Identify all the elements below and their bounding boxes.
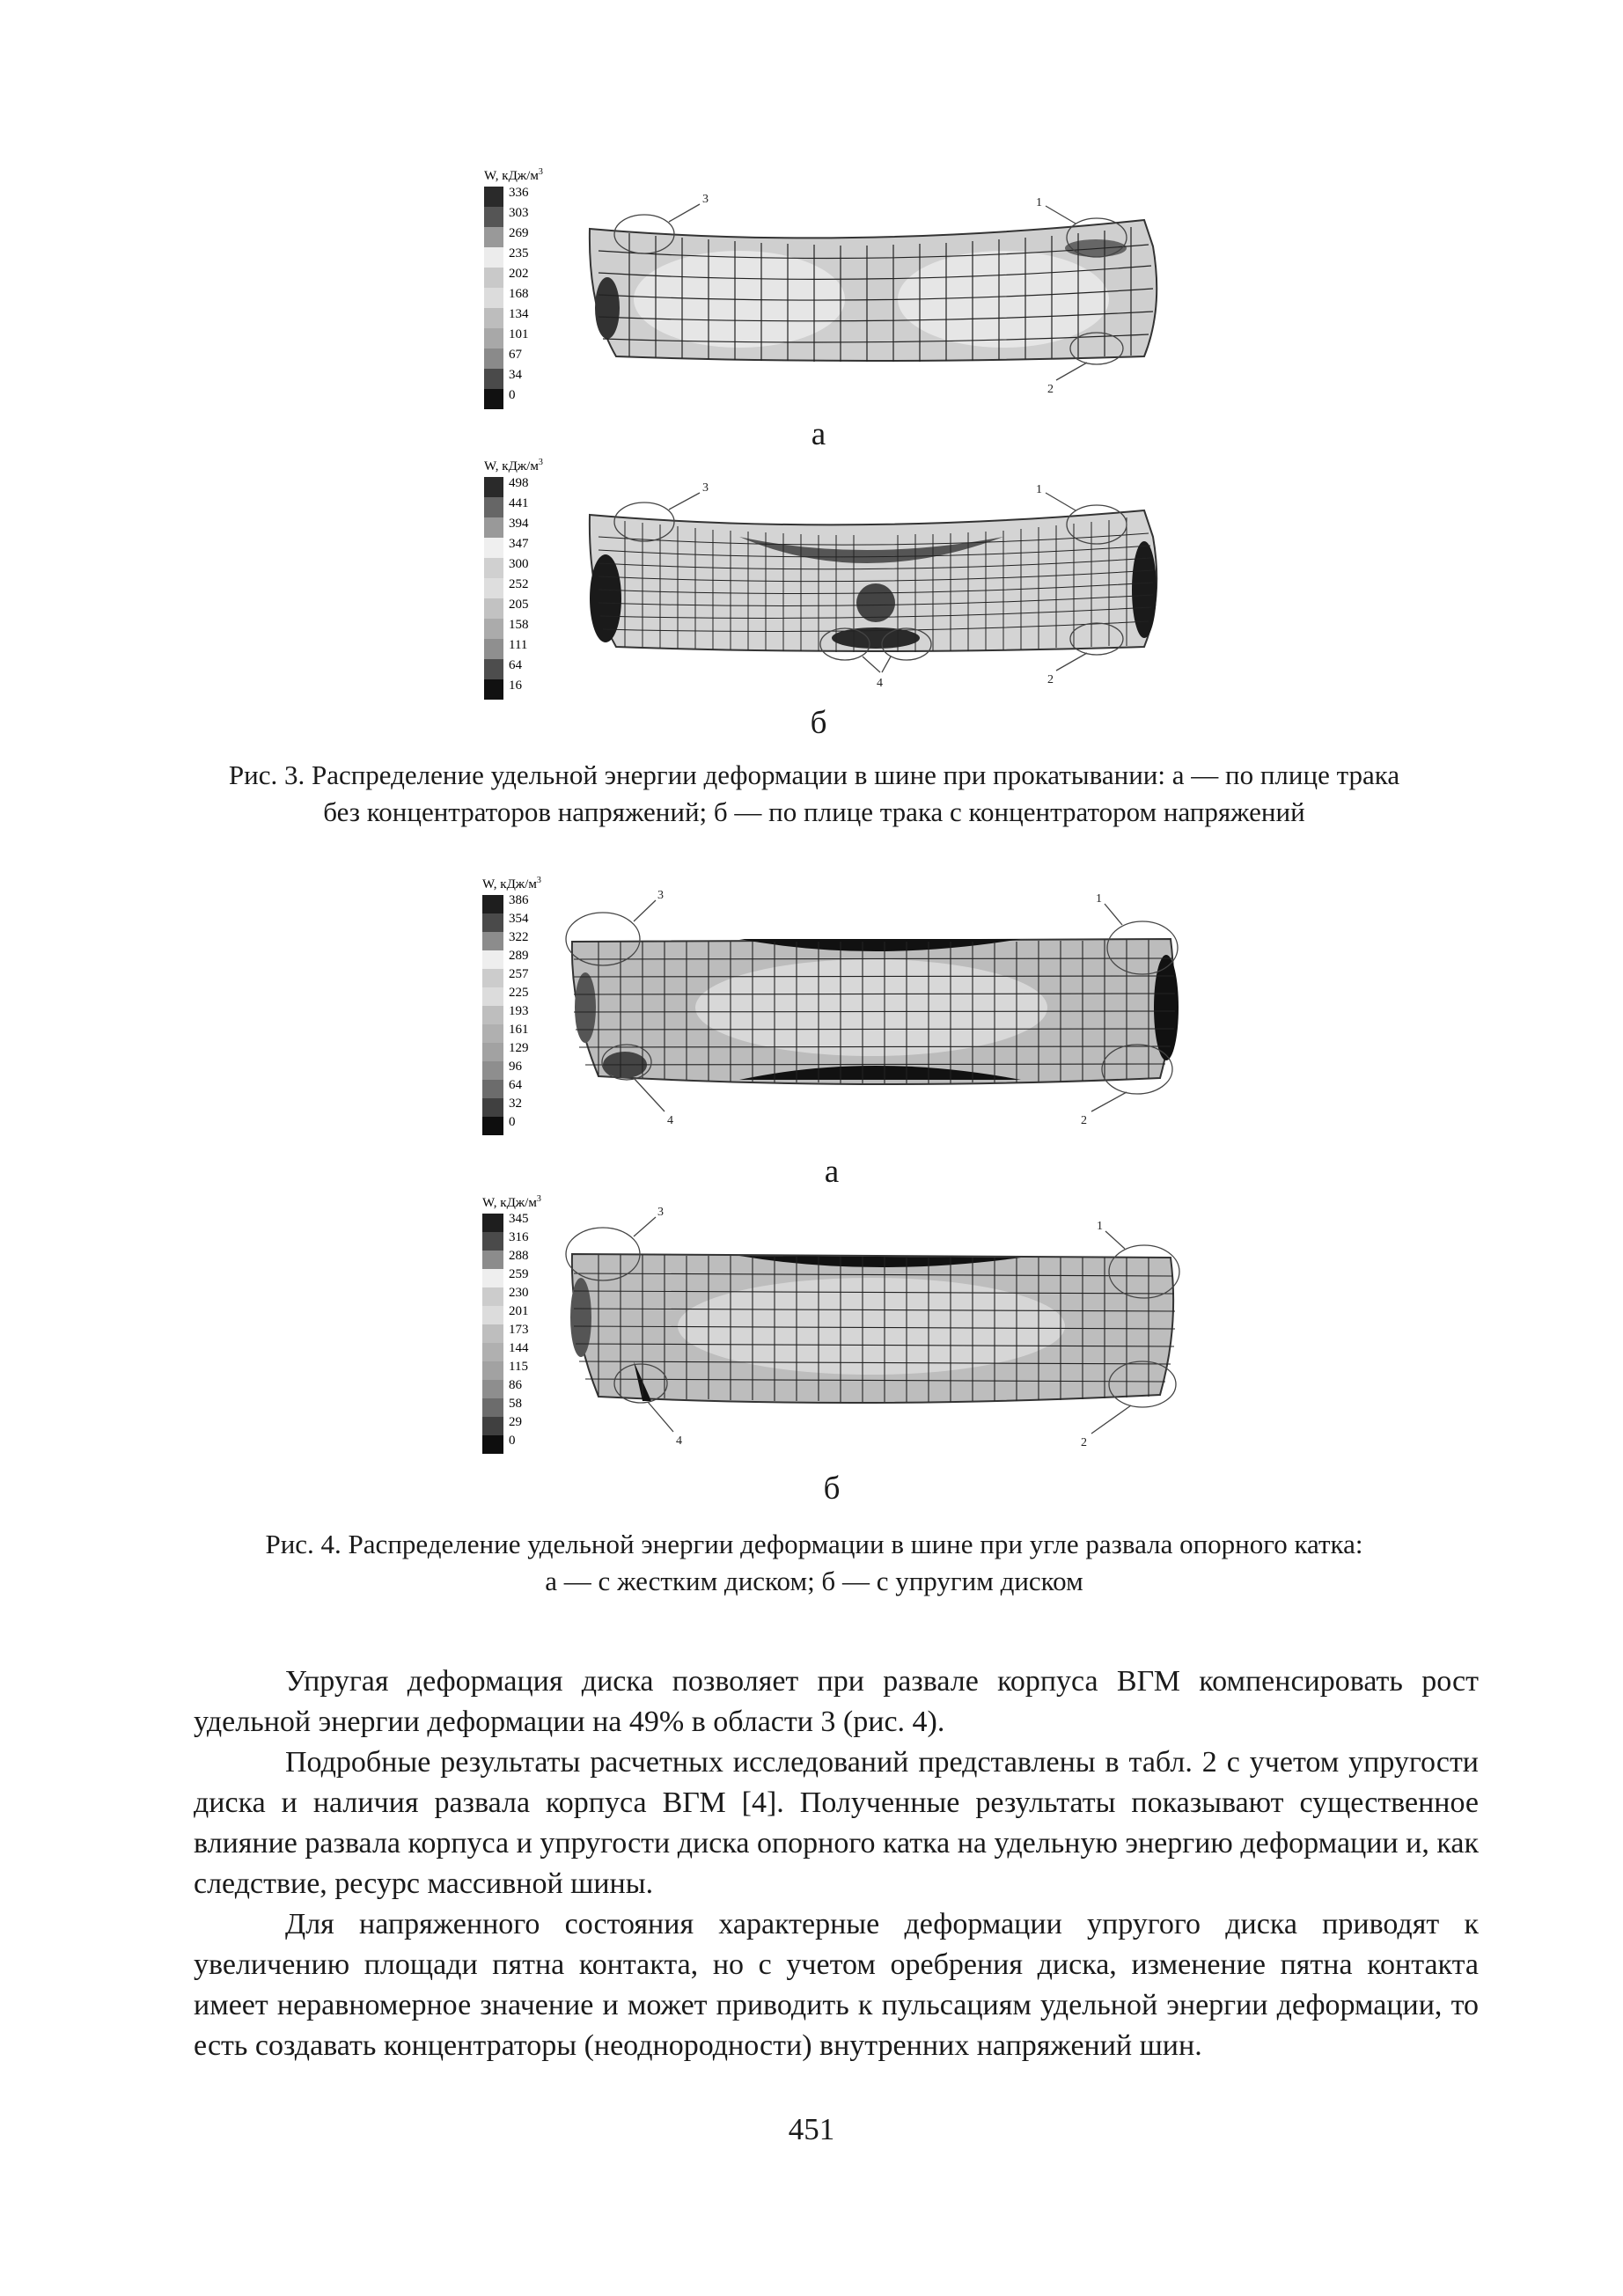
tire-mesh [590,220,1157,362]
fig3b [475,458,1197,708]
legend-value: 144 [509,1341,529,1355]
legend-value: 441 [509,496,529,510]
legend-title: W, кДж/$м^3$ [482,1194,541,1210]
legend-value: 300 [509,557,529,571]
legend-value: 347 [509,537,529,551]
callout-label: 2 [1081,1436,1087,1449]
legend-title: W, кДж/$м^3$ [482,876,541,891]
tire-mesh [570,1254,1175,1403]
legend-value: 201 [509,1304,529,1318]
fig4b-image [475,1194,1197,1467]
callout-label: 2 [1081,1114,1087,1127]
legend-value: 29 [509,1415,522,1429]
legend-value: 205 [509,598,529,612]
page-number: 451 [788,2112,835,2146]
legend-title: W, кДж/$м^3$ [484,458,543,473]
callout-label: 1 [1097,1220,1103,1233]
tire-mesh [572,939,1179,1084]
legend-value: 316 [509,1230,529,1244]
fig4b-sublabel: б [823,1471,841,1507]
legend-value: 322 [509,930,529,944]
legend-value: 259 [509,1267,529,1281]
fig3b-sublabel: б [810,705,827,741]
legend-value: 235 [509,246,529,260]
legend-value: 64 [509,658,522,672]
fig4a [475,876,1197,1148]
legend-value: 386 [509,893,529,907]
legend-value: 34 [509,368,522,382]
legend-value: 161 [509,1023,529,1037]
legend-value: 202 [509,267,529,281]
legend-swatches [484,187,503,409]
legend-value: 0 [509,1115,516,1129]
legend-value: 134 [509,307,529,321]
legend-value: 32 [509,1097,522,1111]
legend-value: 498 [509,476,529,490]
body-text [194,1661,1479,2066]
legend-value: 129 [509,1041,529,1055]
callout-label: 3 [657,1206,664,1219]
legend-value: 96 [509,1060,522,1074]
legend-value: 252 [509,577,529,591]
legend-value: 101 [509,327,529,341]
callout-label: 2 [1047,383,1054,396]
caption-line: Рис. 3. Распределение удельной энергии деформации в шине при прокатывании: а — по плице трака [228,759,1400,790]
legend-value: 288 [509,1249,529,1263]
caption-line: без концентраторов напряжений; б — по плице трака с концентратором напряжений [323,796,1305,827]
caption-line: а — с жестким диском; б — с упругим диском [545,1566,1083,1596]
legend-values [509,476,529,693]
callout-label: 4 [877,677,883,690]
caption-line: Рис. 4. Распределение удельной энергии деформации в шине при угле развала опорного катка: [265,1529,1363,1559]
callout-label: 3 [657,889,664,902]
legend-value: 168 [509,287,529,301]
legend-value: 225 [509,986,529,1000]
legend-swatches [482,895,503,1135]
legend-value: 173 [509,1323,529,1337]
legend-swatches [482,1214,503,1454]
callout-label: 4 [667,1114,673,1127]
callout-label: 3 [702,193,709,206]
callout-label: 4 [676,1434,682,1448]
legend-value: 115 [509,1360,528,1374]
legend-value: 111 [509,638,528,652]
legend-value: 158 [509,618,529,632]
legend-title: W, кДж/$м^3$ [484,167,543,183]
figure3-caption [150,757,1479,831]
legend-value: 289 [509,949,529,963]
legend-value: 269 [509,226,529,240]
callout-label: 1 [1096,892,1102,906]
paragraph: Для напряженного состояния характерные деформации упругого диска приводят к увеличению площади пятна контакта, но с учетом оребрения диска, изменение пятна контакта имеет неравномерное значение и может приводить к пульсациям удельной энергии деформации, то есть создавать концентраторы (неоднородности) внутренних напряжений шин. [194,1908,1479,2062]
paragraph: Упругая деформация диска позволяет при развале корпуса ВГМ компенсировать рост удельной энергии деформации на 49% в области 3 (рис. 4). [194,1665,1479,1738]
legend-value: 0 [509,388,516,402]
fig3b-image [475,458,1197,708]
callout-label: 1 [1036,483,1042,496]
legend-value: 86 [509,1378,522,1392]
legend-value: 64 [509,1078,522,1092]
legend-value: 16 [509,679,522,693]
tire-mesh [590,510,1157,652]
callout-label: 2 [1047,673,1054,686]
fig4b [475,1194,1197,1467]
legend-value: 67 [509,348,522,362]
fig4a-image [475,876,1197,1148]
fig3a-image [475,167,1197,414]
callout-label: 1 [1036,196,1042,209]
legend-values [509,893,529,1129]
legend-value: 230 [509,1286,529,1300]
legend-value: 336 [509,186,529,200]
fig3a [475,167,1197,414]
legend-value: 0 [509,1434,516,1448]
legend-value: 394 [509,517,529,531]
legend-value: 193 [509,1004,529,1018]
legend-swatches [484,477,503,700]
legend-values [509,1212,529,1448]
legend-value: 58 [509,1397,522,1411]
legend-value: 345 [509,1212,529,1226]
legend-value: 354 [509,912,529,926]
legend-value: 303 [509,206,529,220]
fig4a-sublabel: а [824,1154,840,1190]
figure4-caption [150,1526,1479,1600]
paragraph: Подробные результаты расчетных исследований представлены в табл. 2 с учетом упругости диска и наличия развала корпуса ВГМ [4]. Полученные результаты показывают существенное влияние развала корпуса и упругости диска опорного катка на удельную энергию деформации и, как следствие, ресурс массивной шины. [194,1746,1479,1900]
legend-values [509,186,529,402]
fig3a-sublabel: а [811,416,826,452]
callout-label: 3 [702,481,709,495]
legend-value: 257 [509,967,529,981]
